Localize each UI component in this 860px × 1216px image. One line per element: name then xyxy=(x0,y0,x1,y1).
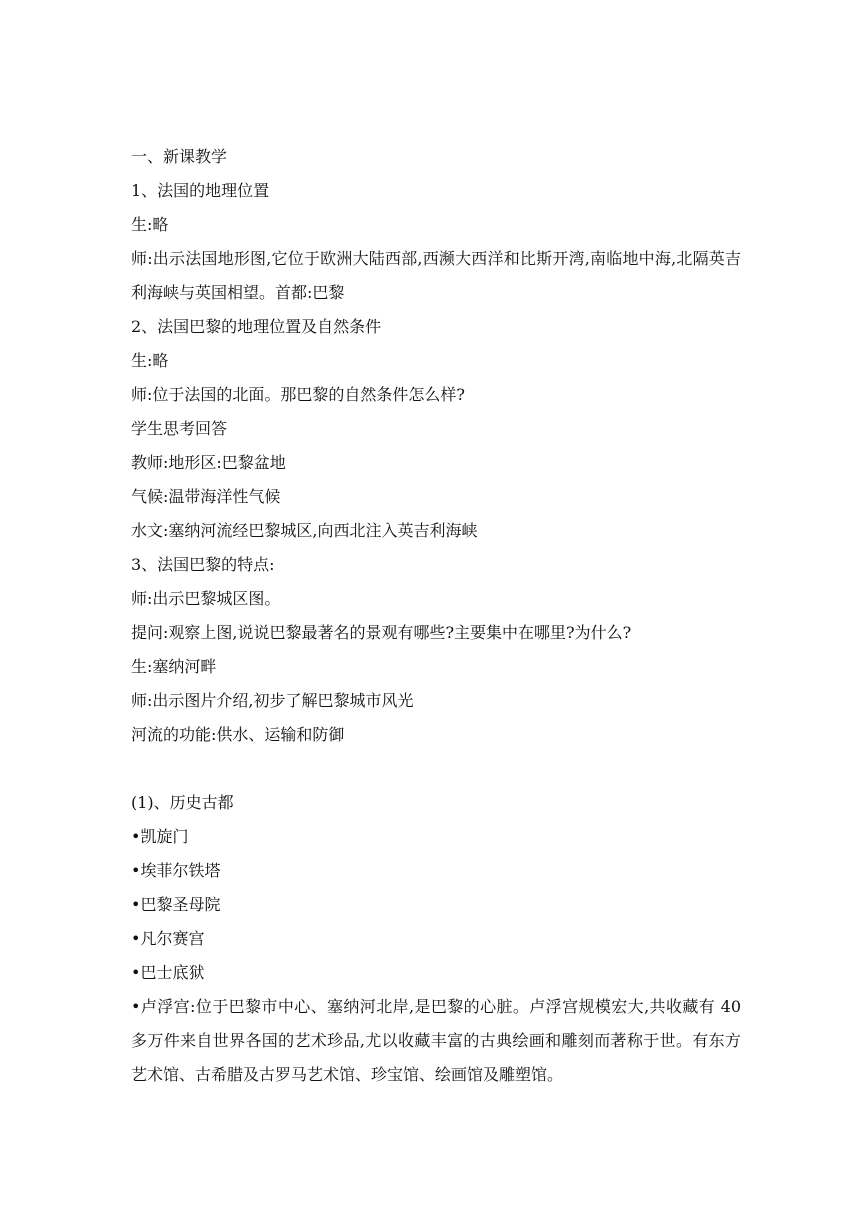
climate-line: 气候:温带海洋性气候 xyxy=(131,487,281,506)
student-seine: 生:塞纳河畔 xyxy=(131,657,217,676)
river-functions: 河流的功能:供水、运输和防御 xyxy=(131,725,345,744)
heading-new-lesson: 一、新课教学 xyxy=(131,147,228,166)
document-body xyxy=(131,140,741,1092)
teacher-map-line: 师:出示巴黎城区图。 xyxy=(131,589,281,608)
teacher-landform: 教师:地形区:巴黎盆地 xyxy=(131,453,286,472)
section-1-title: 1、法国的地理位置 xyxy=(131,181,270,200)
bullet-bastille: •巴士底狱 xyxy=(131,963,205,982)
bullet-louvre-paragraph: •卢浮宫:位于巴黎市中心、塞纳河北岸,是巴黎的心脏。卢浮宫规模宏大,共收藏有 40 多万件来自世界各国的艺术珍品,尤以收藏丰富的古典绘画和雕刻而著称于世。有东方艺术馆、古希腊及古罗马艺术馆、珍宝馆、绘画馆及雕塑馆。 xyxy=(131,997,741,1084)
hydrology-line: 水文:塞纳河流经巴黎城区,向西北注入英吉利海峡 xyxy=(131,521,478,540)
teacher-line-2: 师:位于法国的北面。那巴黎的自然条件怎么样? xyxy=(131,385,465,404)
blank-line xyxy=(131,752,741,786)
student-reply-1: 生:略 xyxy=(131,215,169,234)
bullet-notre-dame: •巴黎圣母院 xyxy=(131,895,221,914)
teacher-paragraph-1: 师:出示法国地形图,它位于欧洲大陆西部,西濒大西洋和比斯开湾,南临地中海,北隔英吉利海峡与英国相望。首都:巴黎 xyxy=(131,249,741,302)
students-think: 学生思考回答 xyxy=(131,419,228,438)
section-2-title: 2、法国巴黎的地理位置及自然条件 xyxy=(131,317,382,336)
bullet-versailles: •凡尔赛宫 xyxy=(131,929,205,948)
question-line: 提问:观察上图,说说巴黎最著名的景观有哪些?主要集中在哪里?为什么? xyxy=(131,623,632,642)
section-3-title: 3、法国巴黎的特点: xyxy=(131,555,275,574)
subsection-historic-capital: (1)、历史古都 xyxy=(131,793,234,812)
bullet-eiffel-tower: •埃菲尔铁塔 xyxy=(131,861,221,880)
teacher-pictures: 师:出示图片介绍,初步了解巴黎城市风光 xyxy=(131,691,414,710)
student-reply-2: 生:略 xyxy=(131,351,169,370)
bullet-arc-de-triomphe: •凯旋门 xyxy=(131,827,189,846)
